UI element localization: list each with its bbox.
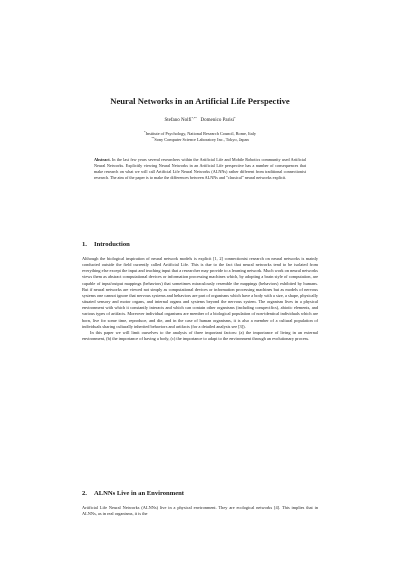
section-body (82, 256, 318, 342)
section-number: 2. (82, 490, 87, 497)
affiliation-mark: * (234, 116, 236, 120)
affiliation-line: **Sony Computer Science Laboratory Inc., Tokyo, Japan (151, 136, 249, 143)
section-body (82, 505, 318, 517)
abstract-label: Abstract. (94, 157, 111, 162)
abstract-text: In the last few years several researchers within the Artificial Life and Mobile Robotics community used Artificial Neural Networks. Explicitly viewing Neural Networks in an Artificial Life perspective has a number of consequences that make research on what we will call Artificial Life Neural Networks (ALNNs) rather different from traditional connectionist research. The aim of the paper is to make the differences between ALNNs and "classical" neural networks explicit. (94, 157, 307, 181)
author-name: Stefano Nolfi (164, 118, 192, 123)
author-name: Domenico Parisi (200, 118, 235, 123)
paper-title: Neural Networks in an Artificial Life Perspective (110, 96, 290, 106)
affiliation-mark: *,** (191, 116, 197, 120)
section-heading (82, 241, 130, 249)
section-title: Introduction (94, 241, 130, 248)
abstract (94, 157, 306, 181)
section-number: 1. (82, 241, 87, 248)
section-heading (82, 490, 184, 498)
paragraph: Artificial Life Neural Networks (ALNNs) live in a physical environment. They are ecological networks [4]. This implies that in ALNNs, as in real organisms, it is the (82, 505, 318, 517)
section-title: ALNNs Live in an Environment (94, 490, 185, 497)
paragraph: In this paper we will limit ourselves to the analysis of three important factors: (a) the importance of living in an external environment, (b) the importance of having a body, (c) the importance to adapt to the environment through an evolutionary process. (82, 329, 318, 342)
affiliations (60, 131, 340, 143)
author-line (60, 118, 340, 124)
paragraph: Although the biological inspiration of neural network models is explicit [1, 2] connectionist research on neural networks is mainly conducted outside the field currently called Artificial Life. This is due to the fact that neural networks tend to be isolated from everything else except the input and teaching input that a researcher may provide to a learning network. Much work on neural networks views them as abstract computational devices or information processing machines which, by adopting a brain style of computation, are capable of input/output mappings (behaviors) that sometimes miraculously resemble the mappings (behaviors) exhibited by humans. But if neural networks are viewed not simply as computational devices or information processing machines but as models of nervous systems one cannot ignore that nervous systems and behaviors are part of organisms which have a body with a size, a shape, physically situated sensory and motor organs, and internal organs and systems beyond the nervous system. The organism lives in a physical environment with which it constantly interacts and which can contain other organisms (including conspecifics), abiotic elements, and various types of artifacts. Moreover individual organisms are member of a biological population of non-identical individuals which are born, live for some time, reproduce, and die, and in the case of human organisms, it is also a member of a cultural population of individuals sharing culturally inherited behaviors and artifacts (for a detailed analysis see [3]). (82, 256, 318, 329)
affiliation-line: *Institute of Psychology, National Research Council, Rome, Italy (144, 130, 256, 136)
